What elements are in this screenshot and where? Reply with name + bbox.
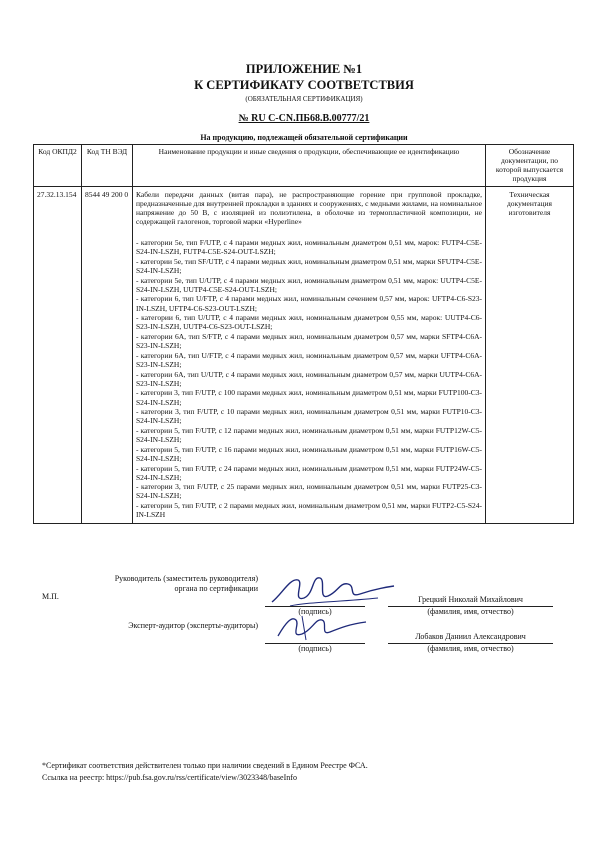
list-item: - категории 6, тип U/FTP, с 4 парами медных жил, номинальным сечением 0,57 мм, марок: UFTP4-C6-S23-IN-LSZH, UFTP4-C6-S23-OUT-LSZH;: [136, 294, 482, 313]
list-item: - категории 5e, тип F/UTP, с 4 парами медных жил, номинальным диаметром 0,51 мм, марок: FUTP4-C5E-S24-IN-LSZH, FUTP4-C5E-S24-OUT-LSZH;: [136, 238, 482, 257]
col-header-okpd: Код ОКПД2: [34, 145, 82, 187]
col-header-documentation: Обозначение документации, по которой выпускается продукция: [486, 145, 574, 187]
registry-link[interactable]: Ссылка на реестр: https://pub.fsa.gov.ru/rss/certificate/view/3023348/baseInfo: [42, 773, 297, 782]
head-signature-caption: (подпись): [298, 607, 332, 616]
title-line-1: ПРИЛОЖЕНИЕ №1: [245, 62, 363, 76]
cell-okpd: 27.32.13.154: [34, 186, 82, 523]
stamp-placeholder: М.П.: [42, 592, 59, 601]
list-item: - категории 6A, тип S/FTP, с 4 парами медных жил, номинальным диаметром 0,57 мм, марки SFTP4-C6A-S23-IN-LSZH;: [136, 332, 482, 351]
list-item: - категории 6A, тип U/UTP, с 4 парами медных жил, номинальным диаметром 0,57 мм, марки UUTP4-C6A-S23-IN-LSZH;: [136, 369, 482, 388]
list-item: - категории 3, тип F/UTP, с 100 парами медных жил, номинальным диаметром 0,51 мм, марки FUTP100-C3-S24-IN-LSZH;: [136, 388, 482, 407]
list-item: - категории 5e, тип SF/UTP, с 4 парами медных жил, номинальным диаметром 0,51 мм, марки SFUTP4-C5E-S24-IN-LSZH;: [136, 256, 482, 276]
head-name-caption: (фамилия, имя, отчество): [427, 607, 514, 616]
product-items-list: [136, 238, 482, 519]
list-item: - категории 5, тип F/UTP, с 2 парами медных жил, номинальным диаметром 0,51 мм, марки FUTP2-C5-S24-IN-LSZH: [136, 501, 482, 520]
expert-role-label: Эксперт-аудитор (эксперты-аудиторы): [128, 621, 258, 630]
list-item: - категории 5, тип F/UTP, с 24 парами медных жил, номинальным диаметром 0,51 мм, марки FUTP24W-C5-S24-IN-LSZH;: [136, 463, 482, 482]
col-header-description: Наименование продукции и иные сведения о продукции, обеспечивающие ее идентификацию: [133, 145, 486, 187]
table-header-row: [34, 145, 574, 187]
certificate-number: № RU С-CN.ПБ68.В.00777/21: [238, 113, 370, 124]
col-header-tnved: Код ТН ВЭД: [82, 145, 133, 187]
cell-description: [133, 186, 486, 523]
list-item: - категории 3, тип F/UTP, с 25 парами медных жил, номинальным диаметром 0,51 мм, марки FUTP25-C3-S24-IN-LSZH;: [136, 482, 482, 501]
cell-tnved: 8544 49 200 0: [82, 186, 133, 523]
expert-signature-icon: [272, 612, 372, 644]
list-item: - категории 6, тип U/UTP, с 4 парами медных жил, номинальным диаметром 0,55 мм, марок: UUTP4-C6-S23-IN-LSZH, UUTP4-C6-S23-OUT-LSZH;: [136, 313, 482, 332]
footer-note: *Сертификат соответствия действителен только при наличии сведений в Едином Реестре ФСА.: [42, 761, 368, 770]
expert-name: Лобаков Даниил Александрович: [415, 632, 526, 641]
expert-name-caption: (фамилия, имя, отчество): [427, 644, 514, 653]
product-description: Кабели передачи данных (витая пара), не распространяющие горение при групповой прокладке, предназначенные для внутренней прокладки в зданиях и сооружениях, с медными жилами, на номинальное напряжение до 50 В, с изоляцией из полиэтилена, в оболочке из термопластичной композиции, не содержащей галогенов, торговой марки «Hyperline»: [136, 189, 482, 226]
title-line-2: К СЕРТИФИКАТУ СООТВЕТСТВИЯ: [194, 78, 414, 92]
list-item: - категории 5, тип F/UTP, с 16 парами медных жил, номинальным диаметром 0,51 мм, марки FUTP16W-C5-S24-IN-LSZH;: [136, 444, 482, 463]
list-item: - категории 5, тип F/UTP, с 12 парами медных жил, номинальным диаметром 0,51 мм, марки FUTP12W-C5-S24-IN-LSZH;: [136, 425, 482, 445]
list-item: - категории 6A, тип U/FTP, с 4 парами медных жил, номинальным диаметром 0,57 мм, марки UFTP4-C6A-S23-IN-LSZH;: [136, 350, 482, 369]
head-role-label: Руководитель (заместитель руководителя) органа по сертификации: [114, 574, 258, 593]
row-separator: [136, 226, 482, 238]
table-row: [34, 186, 574, 523]
expert-signature-caption: (подпись): [298, 644, 332, 653]
section-title: На продукцию, подлежащей обязательной сертификации: [200, 133, 408, 142]
list-item: - категории 3, тип F/UTP, с 10 парами медных жил, номинальным диаметром 0,51 мм, марки FUTP10-C3-S24-IN-LSZH;: [136, 407, 482, 426]
cell-documentation: Техническая документация изготовителя: [486, 186, 574, 523]
head-name: Грецкий Николай Михайлович: [418, 595, 523, 604]
list-item: - категории 5e, тип U/UTP, с 4 парами медных жил, номинальным диаметром 0,51 мм, марок: UUTP4-C5E-S24-IN-LSZH, UUTP4-C5E-S24-OUT-LSZH;: [136, 275, 482, 294]
product-table: [33, 144, 574, 524]
subtitle: (ОБЯЗАТЕЛЬНАЯ СЕРТИФИКАЦИЯ): [245, 95, 363, 103]
